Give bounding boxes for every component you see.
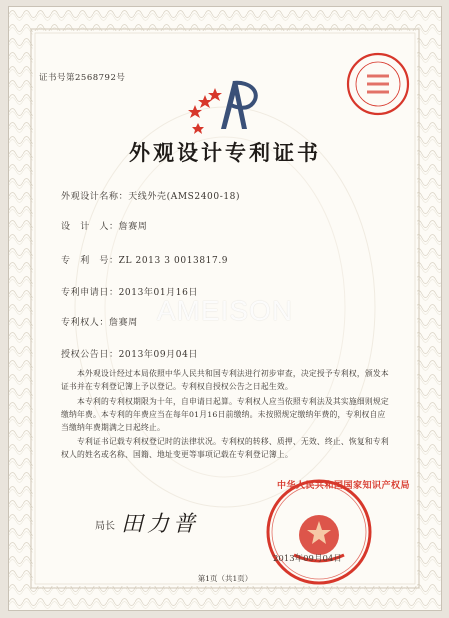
patent-number-label: 专 利 号： (61, 256, 119, 266)
director-signature: 田力普 (121, 512, 200, 537)
certificate-title: 外观设计专利证书 (129, 140, 321, 165)
director-label: 局长 (95, 521, 115, 532)
page-footer: 第1页（共1页） (197, 574, 253, 583)
grant-date-label: 授权公告日： (61, 350, 119, 360)
grant-date-row (61, 347, 198, 360)
designer-label: 设 计 人： (61, 222, 119, 232)
filing-date-value: 2013年01月16日 (118, 288, 199, 298)
watermark: AMEISON (156, 295, 294, 326)
design-name-row (61, 189, 240, 202)
designer-value: 詹赛周 (118, 222, 148, 232)
design-name-value: 天线外壳(AMS2400-18) (128, 192, 241, 202)
patent-number-value: ZL 2013 3 0013817.9 (118, 256, 229, 266)
legal-paragraph-3: 专利证书记载专利权登记时的法律状况。专利权的转移、质押、无效、终止、恢复和专利权人的姓名或名称、国籍、地址变更等事项记载在专利登记簿上。 (61, 437, 389, 459)
seal-date: 2013年09月04日 (273, 554, 342, 564)
official-seal (264, 477, 411, 587)
cnipa-logo (187, 77, 263, 135)
patentee-value: 詹赛周 (109, 318, 138, 328)
patent-certificate (8, 6, 442, 611)
patent-office-stamp (345, 51, 411, 117)
filing-date-label: 专利申请日： (61, 288, 119, 298)
legal-paragraph-2: 本专利的专利权期限为十年，自申请日起算。专利权人应当依照专利法及其实施细则规定缴纳年费。本专利的年费应当在每年01月16日前缴纳。未按照规定缴纳年费的，专利权自应当缴纳年费期满之日起终止。 (61, 397, 389, 432)
grant-date-value: 2013年09月04日 (118, 350, 199, 360)
certificate-number: 证书号第2568792号 (39, 73, 126, 83)
patent-number-row (61, 253, 228, 266)
design-name-label: 外观设计名称： (61, 192, 129, 202)
legal-paragraph-1: 本外观设计经过本局依照中华人民共和国专利法进行初步审查，决定授予专利权，颁发本证书并在专利登记簿上予以登记。专利权自授权公告之日起生效。 (61, 369, 389, 391)
seal-text: 中华人民共和国国家知识产权局 (277, 481, 411, 491)
patentee-label: 专利权人： (61, 318, 110, 328)
designer-row (61, 219, 147, 232)
